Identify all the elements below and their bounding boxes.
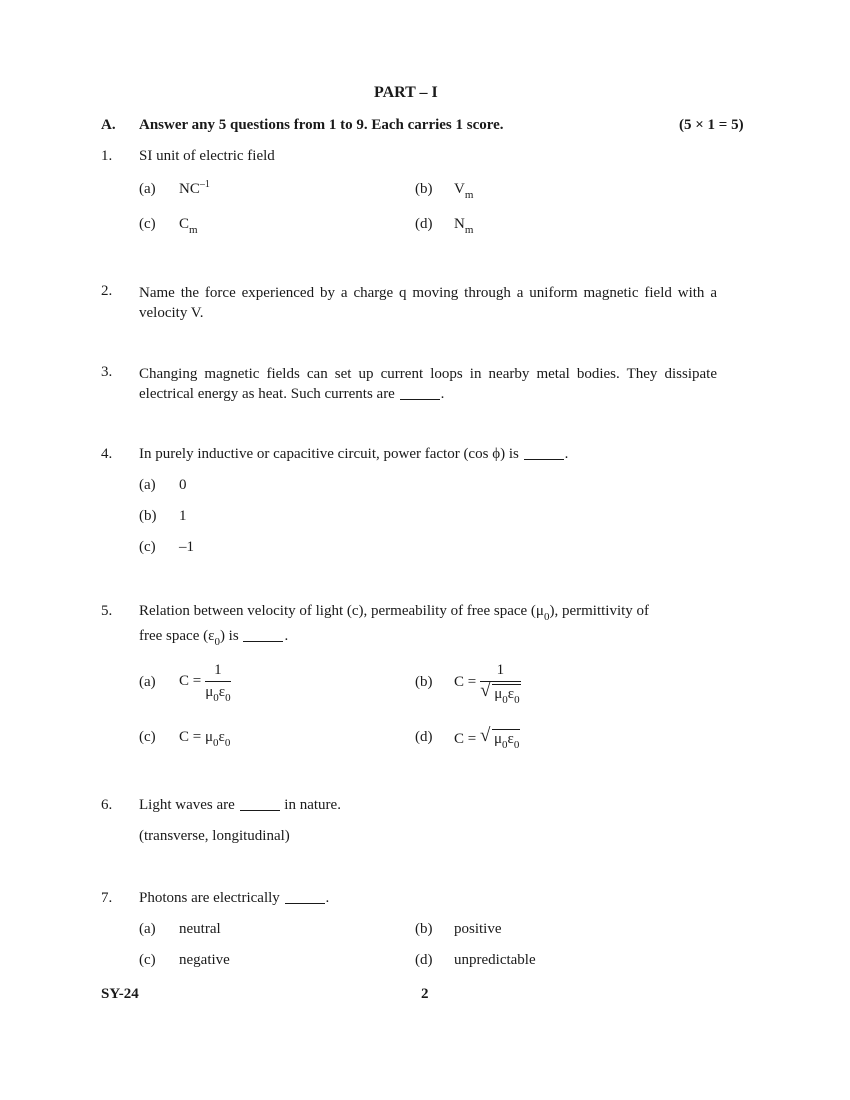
option-value: 1 bbox=[179, 508, 187, 524]
question-text: Photons are electrically . bbox=[139, 890, 330, 906]
option-label: (c) bbox=[139, 216, 156, 232]
answer-blank bbox=[243, 640, 283, 642]
option-value: negative bbox=[179, 952, 230, 968]
option-label: (d) bbox=[415, 952, 433, 968]
question-number: 1. bbox=[101, 148, 113, 164]
question-choices: (transverse, longitudinal) bbox=[139, 828, 290, 844]
paper-code: SY-24 bbox=[101, 986, 139, 1002]
question-text-line1: Relation between velocity of light (c), permeability of free space $(\mu_0)$, permittivity of bbox=[139, 603, 650, 623]
option-value: $V_m$ bbox=[454, 181, 474, 201]
option-formula: C = √ $\mu_0\varepsilon_0$ bbox=[454, 725, 520, 751]
option-label: (b) bbox=[415, 181, 433, 197]
question-text: Name the force experienced by a charge q moving through a uniform magnetic field with a velocity V. bbox=[139, 285, 717, 321]
question-text: In purely inductive or capacitive circuit, power factor (cos ϕ) is . bbox=[139, 446, 569, 462]
question-number: 5. bbox=[101, 603, 113, 619]
option-label: (b) bbox=[415, 921, 433, 937]
option-value: positive bbox=[454, 921, 502, 937]
answer-blank bbox=[524, 458, 564, 460]
answer-blank bbox=[400, 398, 440, 400]
answer-blank bbox=[285, 902, 325, 904]
question-number: 2. bbox=[101, 283, 113, 299]
section-label: A. bbox=[101, 117, 116, 133]
part-title: PART – I bbox=[374, 84, 438, 101]
answer-blank bbox=[240, 809, 280, 811]
question-number: 6. bbox=[101, 797, 113, 813]
option-value: $C_m$ bbox=[179, 216, 198, 236]
option-value: unpredictable bbox=[454, 952, 536, 968]
option-label: (c) bbox=[139, 539, 156, 555]
option-label: (a) bbox=[139, 181, 156, 197]
option-value: –1 bbox=[179, 539, 194, 555]
option-label: (d) bbox=[415, 729, 433, 745]
option-formula: C = $\frac{1}{\mu_0\varepsilon_0}$ bbox=[179, 662, 231, 704]
question-text: SI unit of electric field bbox=[139, 148, 275, 164]
section-score: (5 × 1 = 5) bbox=[679, 117, 744, 133]
option-label: (a) bbox=[139, 477, 156, 493]
option-label: (b) bbox=[415, 674, 433, 690]
option-label: (d) bbox=[415, 216, 433, 232]
option-label: (a) bbox=[139, 674, 156, 690]
option-value: 0 bbox=[179, 477, 187, 493]
question-text-line2: free space $(\varepsilon_0)$ is . bbox=[139, 628, 289, 648]
question-number: 4. bbox=[101, 446, 113, 462]
question-text: Changing magnetic fields can set up current loops in nearby metal bodies. They dissipate electrical energy as heat. Such currents are . bbox=[139, 366, 717, 402]
question-number: 7. bbox=[101, 890, 113, 906]
option-label: (b) bbox=[139, 508, 157, 524]
option-value: $NC^{-1}$ bbox=[179, 179, 210, 197]
option-label: (c) bbox=[139, 729, 156, 745]
option-formula: $C = \mu_0\varepsilon_0$ bbox=[179, 729, 231, 749]
section-instruction: Answer any 5 questions from 1 to 9. Each carries 1 score. bbox=[139, 117, 504, 133]
question-text: Light waves are in nature. bbox=[139, 797, 341, 813]
option-label: (a) bbox=[139, 921, 156, 937]
option-formula: C = 1 √ $\mu_0\varepsilon_0$ bbox=[454, 662, 520, 706]
option-label: (c) bbox=[139, 952, 156, 968]
option-value: $N_m$ bbox=[454, 216, 474, 236]
page-number: 2 bbox=[421, 986, 429, 1002]
option-value: neutral bbox=[179, 921, 221, 937]
question-number: 3. bbox=[101, 364, 113, 380]
